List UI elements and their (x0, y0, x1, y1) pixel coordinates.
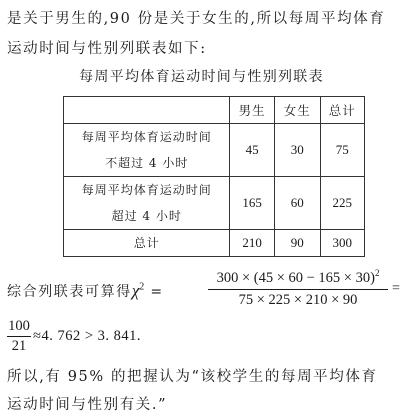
table-cell: 210 (230, 230, 274, 257)
formula-lead (7, 281, 164, 301)
header-cell-female: 女生 (274, 97, 320, 124)
table-cell: 75 (320, 124, 365, 177)
result-fraction (7, 318, 31, 355)
table-row (64, 124, 365, 177)
contingency-table (63, 96, 365, 257)
row-label (64, 124, 230, 177)
row-label-line: 超过 4 小时 (111, 209, 182, 223)
table-row-total (64, 230, 365, 257)
conclusion-line-1: 所以,有 95% 的把握认为“该校学生的每周平均体育 (7, 369, 378, 385)
table-caption: 每周平均体育运动时间与性别列联表 (79, 69, 324, 85)
chi-symbol (132, 281, 144, 300)
numerator-power: 2 (374, 268, 380, 278)
row-label-line: 每周平均体育运动时间 (81, 183, 212, 197)
table-cell: 300 (320, 230, 365, 257)
equals-sign: = (150, 284, 164, 300)
table-cell: 30 (274, 124, 320, 177)
table-cell: 90 (274, 230, 320, 257)
equals-sign-end: = (392, 281, 400, 296)
result-denominator: 21 (11, 338, 27, 354)
fraction (208, 268, 388, 309)
chi-letter: χ (131, 281, 140, 300)
conclusion-line-2: 运动时间与性别有关.” (7, 397, 168, 413)
row-label-line: 不超过 4 小时 (105, 156, 189, 170)
header-cell-total: 总计 (320, 97, 365, 124)
table-cell: 165 (230, 177, 274, 230)
paragraph-line-2: 运动时间与性别列联表如下: (7, 41, 207, 57)
fraction-denominator: 75 × 225 × 210 × 90 (238, 291, 358, 308)
paragraph-line-1: 是关于男生的,90 份是关于女生的,所以每周平均体育 (7, 11, 386, 27)
fraction-numerator (208, 268, 388, 290)
table-cell: 45 (230, 124, 274, 177)
result-numerator: 100 (7, 318, 31, 337)
header-cell-empty (64, 97, 230, 124)
table-cell: 60 (274, 177, 320, 230)
header-cell-male: 男生 (230, 97, 274, 124)
result-comparison: ≈4. 762 > 3. 841. (33, 328, 142, 344)
chi-square-formula (7, 268, 403, 312)
row-label (64, 177, 230, 230)
table-cell: 225 (320, 177, 365, 230)
chi-power: 2 (139, 281, 145, 293)
row-label: 总计 (64, 230, 230, 257)
table-header-row (64, 97, 365, 124)
numerator-text: 300 × (45 × 60 − 165 × 30) (216, 269, 375, 286)
table-row (64, 177, 365, 230)
row-label-line: 每周平均体育运动时间 (81, 130, 212, 144)
formula-lead-text: 综合列联表可算得 (7, 284, 132, 300)
